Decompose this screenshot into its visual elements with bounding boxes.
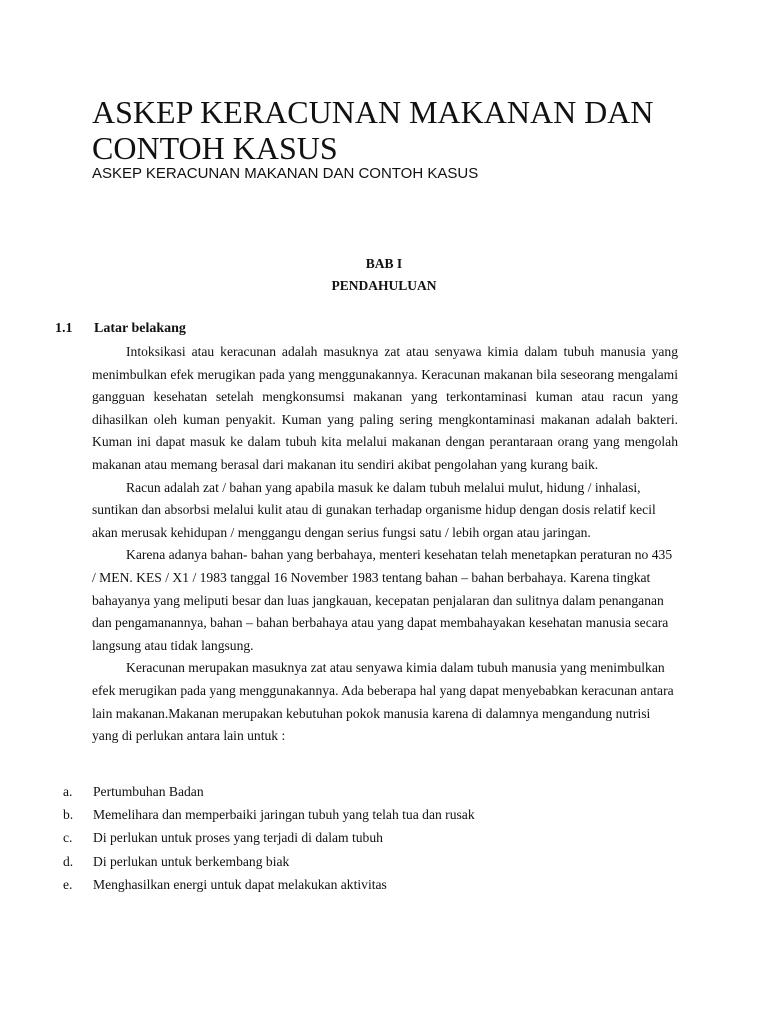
chapter-title: PENDAHULUAN <box>331 278 437 293</box>
paragraph: Karena adanya bahan- bahan yang berbahaya, menteri kesehatan telah menetapkan peraturan no 435 / MEN. KES / X1 / 1983 tanggal 16 November 1983 tentang bahan – bahan berbahaya. Karena tingkat bahayanya yang meliputi besar dan luas jangkauan, kecepatan penjalaran dan sulitnya dalam penanganan dan pengamanannya, bahan – bahan berbahaya atau yang dapat membahayakan kesehatan manusia secara langsung atau tidak langsung. <box>92 547 673 653</box>
paragraph: Keracunan merupakan masuknya zat atau senyawa kimia dalam tubuh manusia yang menimbulkan efek merugikan pada yang menggunakannya. Ada beberapa hal yang dapat menyebabkan keracunan antara lain makanan.Makanan merupakan kebutuhan pokok manusia karena di dalamnya mengandung nutrisi yang di perlukan antara lain untuk : <box>92 660 674 744</box>
list-marker: b. <box>63 807 74 823</box>
list-marker: e. <box>63 876 73 892</box>
list-marker: d. <box>63 853 74 869</box>
list-item-text: Menghasilkan energi untuk dapat melakukan aktivitas <box>93 876 387 892</box>
chapter-label: BAB I <box>365 256 403 271</box>
nutrient-list <box>63 780 475 896</box>
list-item <box>63 803 475 826</box>
section-number: 1.1 <box>55 321 73 336</box>
list-item-text: Memelihara dan memperbaiki jaringan tubuh yang telah tua dan rusak <box>93 807 475 823</box>
list-marker: a. <box>63 784 73 799</box>
document-subtitle: ASKEP KERACUNAN MAKANAN DAN CONTOH KASUS <box>92 165 479 182</box>
section-title: Latar belakang <box>94 321 186 336</box>
list-item <box>63 873 475 896</box>
document-title: ASKEP KERACUNAN MAKANAN DAN CONTOH KASUS <box>92 94 654 166</box>
list-item <box>63 850 475 873</box>
paragraph: Racun adalah zat / bahan yang apabila masuk ke dalam tubuh melalui mulut, hidung / inhalasi, suntikan dan absorbsi melalui kulit atau di gunakan terhadap organisme hidup dengan dosis relatif kecil akan merusak kehidupan / menggangu dengan serius fungsi satu / lebih organ atau jaringan. <box>92 479 656 540</box>
list-item <box>63 780 475 803</box>
list-item <box>63 826 475 849</box>
list-item-text: Di perlukan untuk berkembang biak <box>93 853 290 869</box>
list-marker: c. <box>63 830 73 846</box>
body-text <box>92 341 678 748</box>
list-item-text: Di perlukan untuk proses yang terjadi di dalam tubuh <box>93 830 383 846</box>
paragraph: Intoksikasi atau keracunan adalah masuknya zat atau senyawa kimia dalam tubuh manusia yang menimbulkan efek merugikan pada yang menggunakannya. Keracunan makanan bila seseorang mengalami gangguan kesehatan setelah mengkonsumsi makanan yang terkontaminasi kuman atau racun yang dihasilkan oleh kuman penyakit. Kuman yang paling sering mengkontaminasi makanan adalah bakteri. Kuman ini dapat masuk ke dalam tubuh kita melalui makanan dengan perantaraan orang yang mengolah makanan atau memang berasal dari makanan itu sendiri akibat pengolahan yang kurang baik. <box>92 344 678 472</box>
list-item-text: Pertumbuhan Badan <box>93 784 204 799</box>
